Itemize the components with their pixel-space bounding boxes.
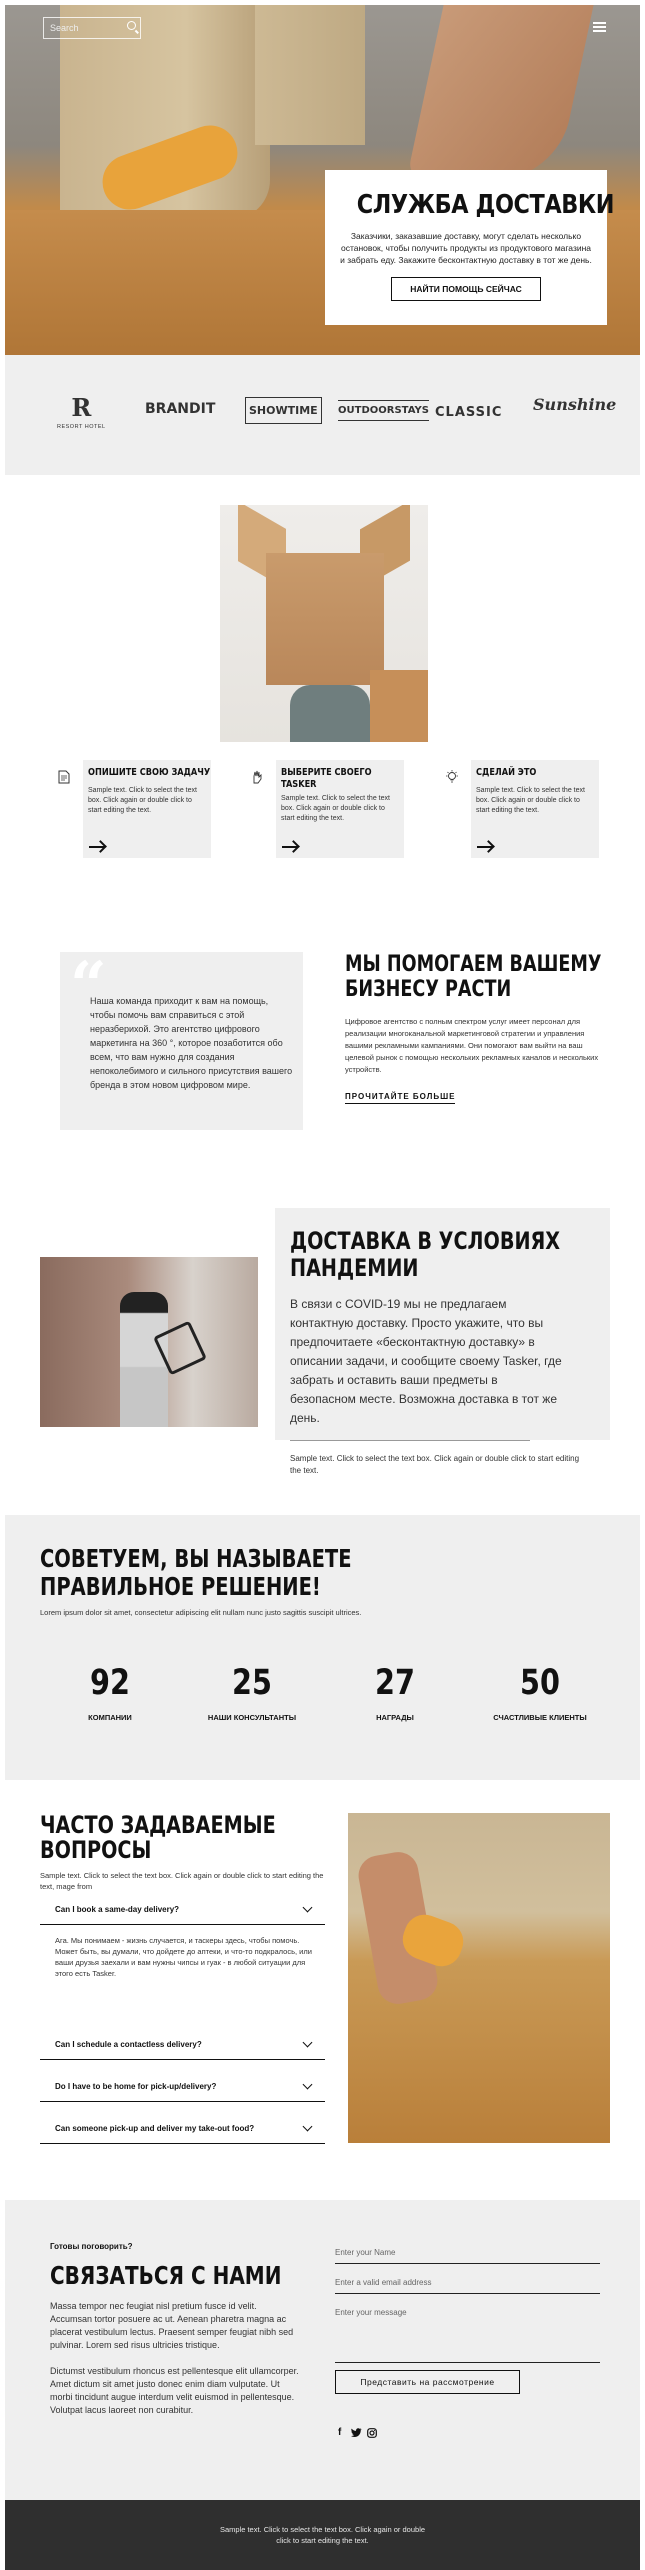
- service-card: [471, 760, 599, 858]
- hero-text: Заказчики, заказавшие доставку, могут сделать несколько остановок, чтобы получить продукты из продуктового магазина и забрать еду. Закажите бесконтактную доставку в тот же день.: [340, 231, 592, 265]
- grow-title: МЫ ПОМОГАЕМ ВАШЕМУ БИЗНЕСУ РАСТИ: [345, 952, 602, 1002]
- faq-question[interactable]: [40, 1897, 325, 1925]
- faq-question-text: Can I book a same-day delivery?: [55, 1905, 180, 1914]
- hero-title: СЛУЖБА ДОСТАВКИ: [356, 190, 614, 220]
- hero-photo-arm: [406, 5, 593, 180]
- logo-brandit: BRANDIT: [145, 401, 216, 417]
- logo-outdoorstays: OUTDOORSTAYS: [338, 400, 429, 421]
- stat-item: [192, 1663, 312, 1722]
- pandemic-section: [5, 1160, 640, 1515]
- read-more-link[interactable]: ПРОЧИТАЙТЕ БОЛЬШЕ: [345, 1092, 455, 1104]
- chevron-down-icon[interactable]: [303, 1903, 313, 1913]
- quote-card: [60, 948, 303, 1130]
- stats-description: Lorem ipsum dolor sit amet, consectetur adipiscing elit nullam nunc justo sagittis suscipit ultrices.: [40, 1608, 362, 1617]
- grow-content: [345, 952, 605, 1104]
- faq-question-text: Can someone pick-up and deliver my take-out food?: [55, 2124, 255, 2133]
- service-card: [276, 760, 404, 858]
- faq-question[interactable]: [40, 2074, 325, 2102]
- service-text: Sample text. Click to select the text box. Click again or double click to start editing the text.: [476, 787, 585, 814]
- service-text: Sample text. Click to select the text box. Click again or double click to start editing the text.: [281, 795, 390, 822]
- stats-title: СОВЕТУЕМ, ВЫ НАЗЫВАЕТЕ ПРАВИЛЬНОЕ РЕШЕНИЕ!: [40, 1544, 352, 1601]
- hero-section: [5, 5, 640, 355]
- pandemic-lead: В связи с COVID-19 мы не предлагаем контактную доставку. Просто укажите, что вы предпочитаете «бесконтактную доставку» в описании задачи, и сообщите своему Tasker, где забрать и оставить ваши предметы в безопасном месте. Возможна доставка в тот же день.: [290, 1297, 562, 1425]
- search-icon[interactable]: [127, 21, 136, 30]
- faq-section: [5, 1780, 640, 2200]
- logo-sunshine: Sunshine: [533, 395, 617, 414]
- logo-resort-hotel: R RESORT HOTEL: [57, 393, 106, 430]
- email-placeholder: Enter a valid email address: [335, 2278, 432, 2287]
- faq-question[interactable]: [40, 2116, 325, 2144]
- grow-text: Цифровое агентство с полным спектром услуг имеет персонал для реализации многоканальной маркетинговой стратегии и управления вашими рекламными кампаниями. Они помогают вам выйти на ваш целевой рынок с помощью нескольких рекламных каналов и нескольких устройств.: [345, 1017, 599, 1074]
- stat-label: СЧАСТЛИВЫЕ КЛИЕНТЫ: [493, 1713, 587, 1722]
- contact-section: [5, 2200, 640, 2500]
- stat-number: 27: [375, 1663, 415, 1703]
- search-input[interactable]: [43, 17, 141, 39]
- hero-card: [325, 170, 614, 325]
- contact-text: Massa tempor nec feugiat nisl pretium fusce id velit. Accumsan tortor posuere ac ut. Aenean pharetra magna ac placerat vestibulum lectus. Praesent semper feugiat nibh sed pulvinar. Lorem sed risus ultricies tristique.: [50, 2301, 294, 2350]
- stat-item: [480, 1663, 600, 1722]
- chevron-down-icon[interactable]: [303, 2038, 313, 2048]
- faq-question-text: Do I have to be home for pick-up/delivery?: [55, 2082, 217, 2091]
- footer: [5, 2500, 640, 2570]
- service-text: Sample text. Click to select the text box. Click again or double click to start editing the text.: [88, 787, 197, 814]
- logo-classic: CLASSIC: [435, 405, 503, 420]
- divider: [290, 1440, 530, 1441]
- stat-item: [335, 1663, 455, 1722]
- email-field[interactable]: [335, 2278, 600, 2294]
- grow-section: [5, 910, 640, 1160]
- submit-button[interactable]: Представить на рассмотрение: [335, 2370, 520, 2394]
- faq-intro: Sample text. Click to select the text box. Click again or double click to start editing the text, mage from: [40, 1871, 324, 1891]
- hand-icon: [250, 770, 264, 784]
- instagram-icon[interactable]: [367, 2428, 377, 2438]
- box-photo: [220, 505, 428, 742]
- stat-label: НАГРАДЫ: [376, 1713, 414, 1722]
- message-placeholder: Enter your message: [335, 2308, 407, 2317]
- hamburger-icon[interactable]: [593, 22, 606, 32]
- logo-showtime: SHOWTIME: [245, 397, 322, 424]
- quote-text: Наша команда приходит к вам на помощь, чтобы помочь вам справиться с этой неразберихой. Это агентство цифрового маркетинга на 360 °, которое позаботится обо всем, что вам нужно для создания непоколебимого и сильного присутствия вашего бренда в этом новом цифровом мире.: [90, 996, 293, 1090]
- lightbulb-icon: [445, 770, 459, 784]
- service-card: [83, 760, 211, 858]
- contact-kicker: Готовы поговорить?: [50, 2242, 133, 2251]
- pandemic-small-text: Sample text. Click to select the text box. Click again or double click to start editing the text.: [290, 1454, 580, 1475]
- services-section: [5, 475, 640, 910]
- pandemic-title: ДОСТАВКА В УСЛОВИЯХ ПАНДЕМИИ: [290, 1227, 561, 1282]
- faq-answer: Ага. Мы понимаем - жизнь случается, и таскеры здесь, чтобы помочь. Может быть, вы думали, что дойдете до аптеки, и что-то подкралось, или ваши друзья заехали и вам нужны чипсы и гуак - в любой ситуации для этого есть Tasker.: [55, 1936, 312, 1978]
- name-placeholder: Enter your Name: [335, 2248, 396, 2257]
- stat-number: 25: [232, 1663, 272, 1703]
- faq-photo: [348, 1813, 610, 2143]
- search-placeholder: Search: [50, 23, 79, 33]
- courier-photo: [40, 1257, 258, 1427]
- service-title: СДЕЛАЙ ЭТО: [476, 767, 537, 778]
- document-icon: [57, 770, 71, 784]
- twitter-icon[interactable]: [351, 2428, 362, 2438]
- faq-question[interactable]: [40, 2032, 325, 2060]
- contact-title: СВЯЗАТЬСЯ С НАМИ: [50, 2261, 282, 2290]
- footer-text: Sample text. Click to select the text box. Click again or double click to start editing the text.: [219, 2525, 426, 2545]
- pandemic-card: [275, 1208, 610, 1475]
- chevron-down-icon[interactable]: [303, 2122, 313, 2132]
- arrow-right-icon[interactable]: [89, 846, 105, 848]
- find-help-button[interactable]: НАЙТИ ПОМОЩЬ СЕЙЧАС: [391, 277, 541, 301]
- faq-question-text: Can I schedule a contactless delivery?: [55, 2040, 202, 2049]
- stat-label: НАШИ КОНСУЛЬТАНТЫ: [207, 1713, 297, 1722]
- facebook-icon[interactable]: f: [338, 2427, 342, 2438]
- name-field[interactable]: [335, 2248, 600, 2264]
- contact-text: Dictumst vestibulum rhoncus est pellentesque elit ullamcorper. Amet dictum sit amet justo donec enim diam vulputate. Ut morbi tincidunt augue interdum velit euismod in pellentesque. Volutpat lacus laoreet non curabitur.: [50, 2366, 299, 2415]
- logo-strip: [5, 355, 640, 475]
- faq-title: ЧАСТО ЗАДАВАЕМЫЕ ВОПРОСЫ: [40, 1811, 276, 1864]
- quote-icon: “: [70, 948, 107, 1023]
- stat-number: 50: [520, 1663, 560, 1703]
- stat-number: 92: [90, 1663, 130, 1703]
- stat-label: КОМПАНИИ: [88, 1713, 132, 1722]
- arrow-right-icon[interactable]: [477, 846, 493, 848]
- stat-item: [50, 1663, 170, 1722]
- hero-photo-leg: [255, 5, 365, 145]
- service-title: ОПИШИТЕ СВОЮ ЗАДАЧУ: [88, 767, 211, 778]
- service-title: ВЫБЕРИТЕ СВОЕГО TASKER: [281, 767, 372, 790]
- stats-section: [5, 1515, 640, 1780]
- arrow-right-icon[interactable]: [282, 846, 298, 848]
- chevron-down-icon[interactable]: [303, 2080, 313, 2090]
- message-field[interactable]: [335, 2308, 600, 2363]
